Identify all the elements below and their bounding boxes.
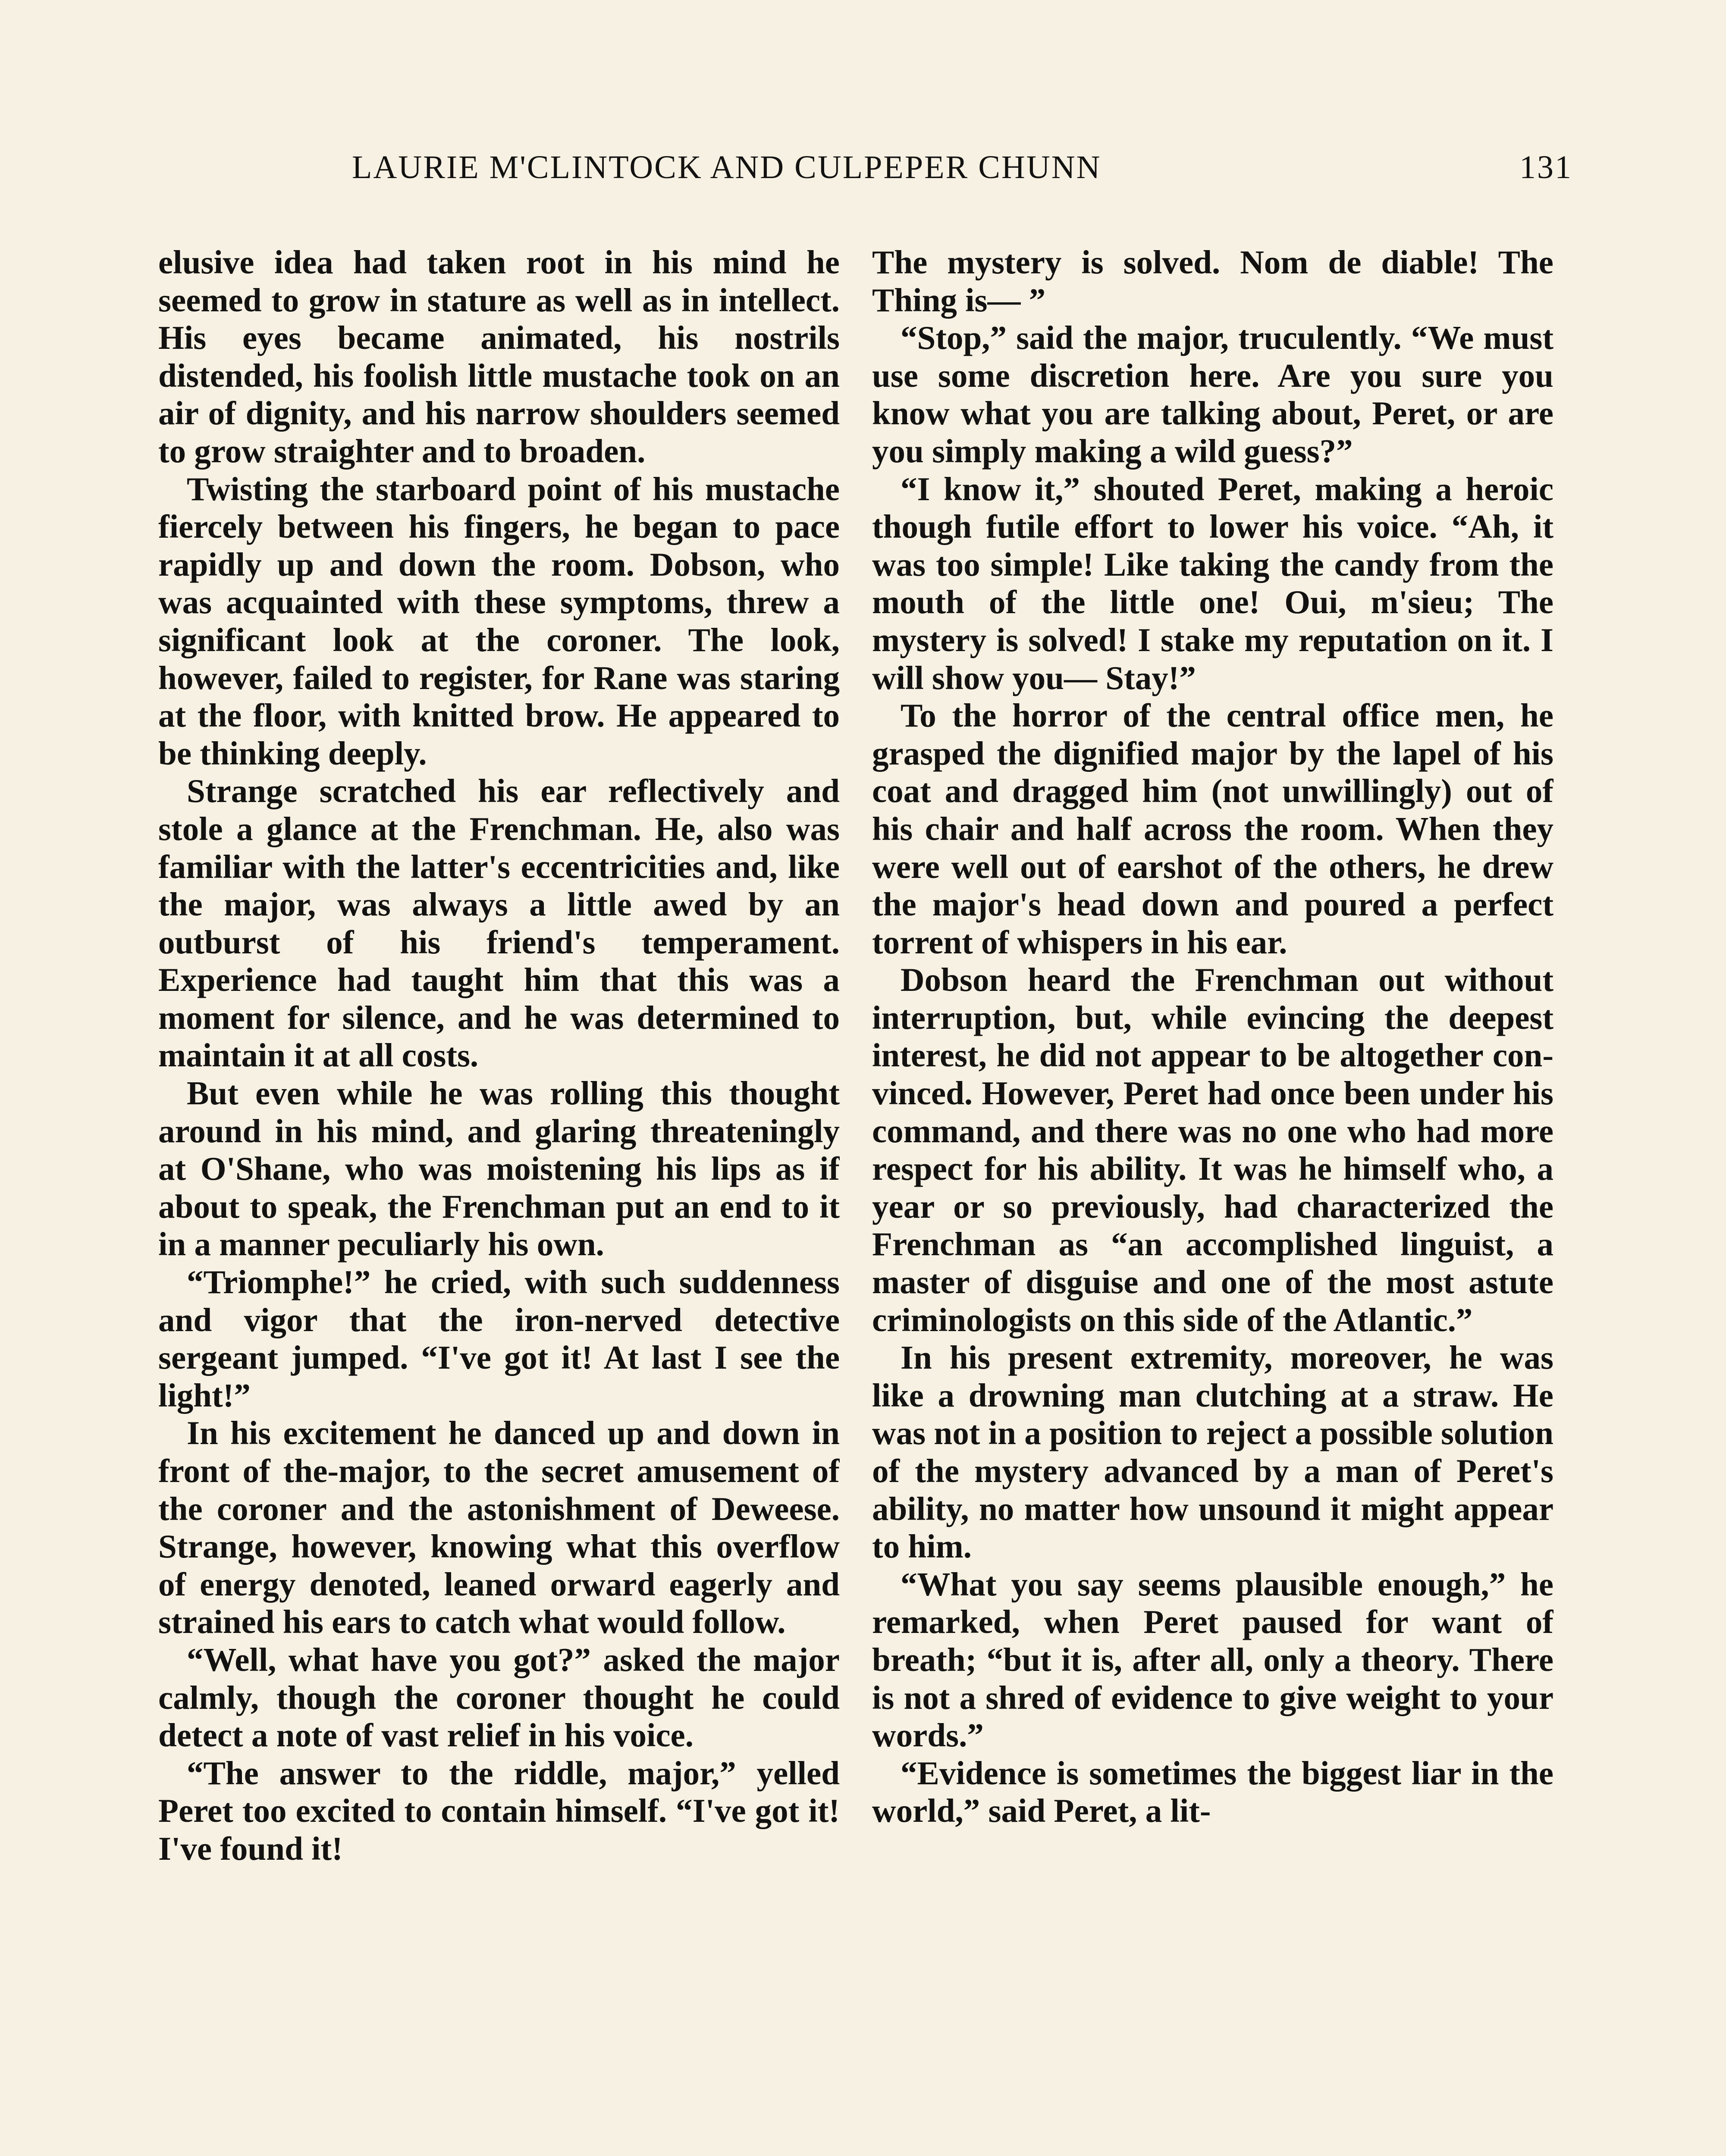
running-header (352, 149, 1572, 201)
paragraph: “Triomphe!” he cried, with such suddenness and vigor that the iron-nerved detective sergeant jumped. “I've got it! At last I see the light!” (158, 1263, 840, 1414)
paragraph: “Stop,” said the major, truculently. “We must use some discretion here. Are you sure you know what you are talking about, Peret, or are you simply making a wild guess?” (872, 319, 1553, 470)
paragraph: “Evidence is sometimes the biggest liar in the world,” said Peret, a lit- (872, 1754, 1553, 1830)
right-column (872, 244, 1553, 2156)
paragraph: But even while he was rolling this thought around in his mind, and glaring threateningly at O'Shane, who was moistening his lips as if about to speak, the Frenchman put an end to it in a manner peculiarly his own. (158, 1075, 840, 1263)
left-column (158, 244, 840, 2156)
paragraph: The mystery is solved. Nom de diable! The Thing is— ” (872, 244, 1553, 319)
paragraph: “Well, what have you got?” asked the major calmly, though the coroner thought he could detect a note of vast relief in his voice. (158, 1641, 840, 1754)
paragraph: Twisting the starboard point of his mustache fiercely between his fingers, he began to pace rapidly up and down the room. Dobson, who was acquainted with these symptoms, threw a significant look at the coroner. The look, however, failed to register, for Rane was staring at the floor, with knitted brow. He appeared to be thinking deeply. (158, 470, 840, 772)
paragraph: To the horror of the central office men, he grasped the dignified major by the lapel of his coat and dragged him (not unwillingly) out of his chair and half across the room. When they were well out of earshot of the others, he drew the major's head down and poured a perfect torrent of whispers in his ear. (872, 697, 1553, 961)
paragraph: In his excitement he danced up and down in front of the-major, to the secret amusement of the coroner and the astonishment of Deweese. Strange, however, knowing what this overflow of energy denoted, leaned orward eagerly and strained his ears to catch what would follow. (158, 1414, 840, 1641)
paragraph: Dobson heard the Frenchman out without interruption, but, while evincing the deepest interest, he did not appear to be altogether convinced. However, Peret had once been under his command, and there was no one who had more respect for his ability. It was he himself who, a year or so previously, had characterized the Frenchman as “an accomplished linguist, a master of disguise and one of the most astute criminologists on this side of the Atlantic.” (872, 961, 1553, 1338)
paragraph: elusive idea had taken root in his mind he seemed to grow in stature as well as in intellect. His eyes became animated, his nostrils distended, his foolish little mustache took on an air of dignity, and his narrow shoulders seemed to grow straighter and to broaden. (158, 244, 840, 470)
running-title: LAURIE M'CLINTOCK AND CULPEPER CHUNN (352, 149, 1102, 185)
paragraph: “I know it,” shouted Peret, making a heroic though futile effort to lower his voice. “Ah, it was too simple! Like taking the candy from the mouth of the little one! Oui, m'sieu; The mystery is solved! I stake my reputation on it. I will show you— Stay!” (872, 470, 1553, 696)
paragraph: “What you say seems plausible enough,” he remarked, when Peret paused for want of breath; “but it is, after all, only a theory. There is not a shred of evidence to give weight to your words.” (872, 1565, 1553, 1754)
paragraph: Strange scratched his ear reflectively and stole a glance at the Frenchman. He, also was familiar with the latter's eccentricities and, like the major, was always a little awed by an outburst of his friend's temperament. Experience had taught him that this was a moment for silence, and he was determined to maintain it at all costs. (158, 772, 840, 1074)
page-number: 131 (1519, 149, 1572, 185)
paragraph: In his present extremity, moreover, he was like a drowning man clutching at a straw. He was not in a position to reject a possible solution of the mystery advanced by a man of Peret's ability, no matter how unsound it might appear to him. (872, 1339, 1553, 1565)
paragraph: “The answer to the riddle, major,” yelled Peret too excited to contain himself. “I've got it! I've found it! (158, 1754, 840, 1867)
